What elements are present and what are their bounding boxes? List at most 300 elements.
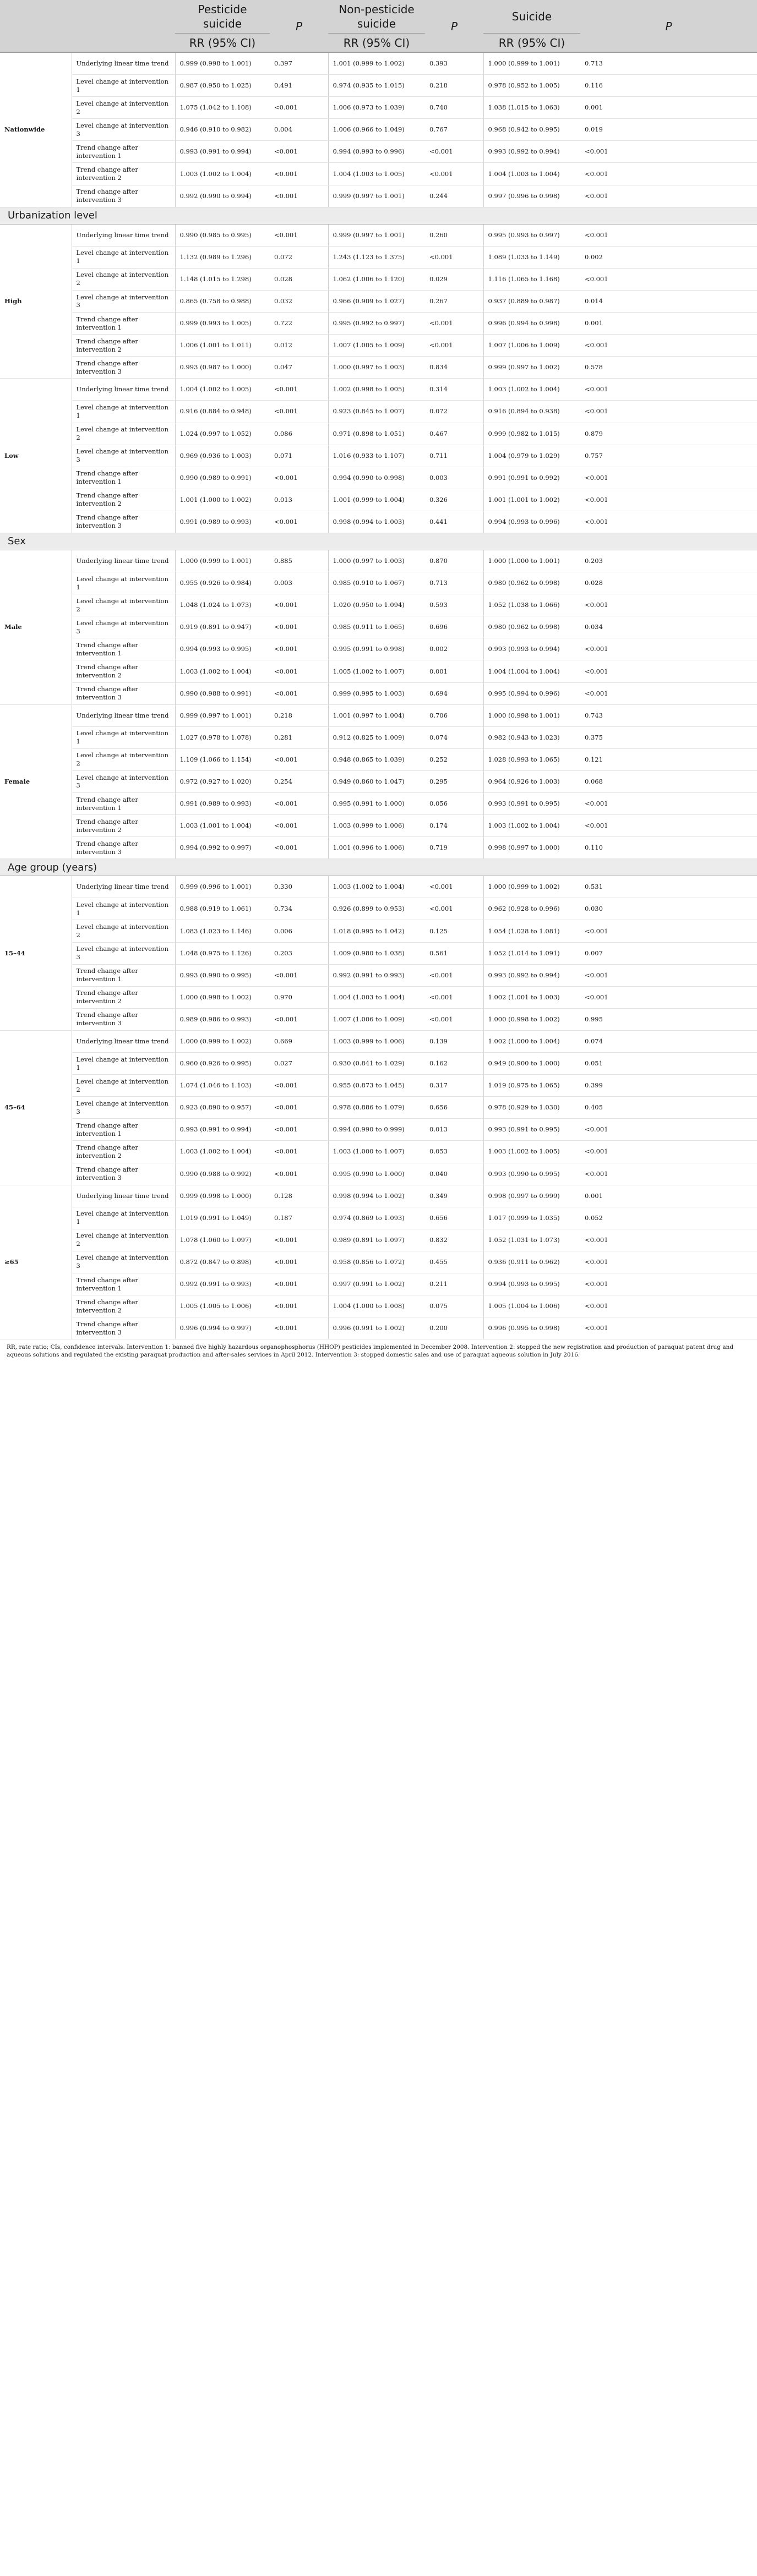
suicide-p-cell: <0.001: [580, 141, 757, 163]
effect-label: Level change at intervention 2: [72, 748, 175, 770]
pesticide-p-cell: <0.001: [270, 815, 328, 837]
suicide-p-cell: <0.001: [580, 163, 757, 185]
nonpesticide-rr-cell: 0.955 (0.873 to 1.045): [328, 1075, 425, 1097]
effect-label: Level change at intervention 2: [72, 268, 175, 290]
section-header-row: [0, 207, 757, 224]
nonpesticide-p-cell: 0.441: [425, 511, 483, 533]
suicide-p-cell: <0.001: [580, 638, 757, 660]
nonpesticide-p-cell: 0.174: [425, 815, 483, 837]
section-header-row: [0, 859, 757, 876]
nonpesticide-rr-cell: 0.999 (0.997 to 1.001): [328, 185, 425, 207]
suicide-p-cell: <0.001: [580, 920, 757, 942]
suicide-p-cell: 0.074: [580, 1030, 757, 1052]
pesticide-p-cell: <0.001: [270, 511, 328, 533]
pesticide-rr-cell: 1.006 (1.001 to 1.011): [175, 335, 270, 357]
effect-label: Underlying linear time trend: [72, 379, 175, 401]
header-pesticide: Pesticide suicide: [175, 0, 270, 34]
effect-label: Trend change after intervention 1: [72, 964, 175, 986]
pesticide-rr-cell: 1.024 (0.997 to 1.052): [175, 423, 270, 445]
pesticide-p-cell: 0.203: [270, 942, 328, 964]
nonpesticide-rr-cell: 1.243 (1.123 to 1.375): [328, 246, 425, 268]
table-row: [0, 445, 757, 467]
nonpesticide-p-cell: 0.834: [425, 357, 483, 379]
section-title: Sex: [0, 533, 757, 550]
suicide-rr-cell: 1.019 (0.975 to 1.065): [483, 1075, 580, 1097]
nonpesticide-rr-cell: 1.004 (1.003 to 1.005): [328, 163, 425, 185]
nonpesticide-rr-cell: 1.001 (0.996 to 1.006): [328, 837, 425, 859]
pesticide-p-cell: 0.330: [270, 876, 328, 898]
pesticide-rr-cell: 1.078 (1.060 to 1.097): [175, 1229, 270, 1251]
suicide-p-cell: 0.203: [580, 550, 757, 572]
pesticide-rr-cell: 1.132 (0.989 to 1.296): [175, 246, 270, 268]
table-row: [0, 423, 757, 445]
table-row: [0, 224, 757, 246]
effect-label: Trend change after intervention 3: [72, 511, 175, 533]
table-row: [0, 594, 757, 616]
table-row: [0, 898, 757, 920]
group-label: Male: [0, 550, 72, 704]
suicide-p-cell: 0.399: [580, 1075, 757, 1097]
nonpesticide-rr-cell: 1.003 (0.999 to 1.006): [328, 815, 425, 837]
group-label: Nationwide: [0, 53, 72, 207]
pesticide-p-cell: 0.885: [270, 550, 328, 572]
pesticide-p-cell: 0.734: [270, 898, 328, 920]
suicide-rr-cell: 0.980 (0.962 to 0.998): [483, 616, 580, 638]
effect-label: Underlying linear time trend: [72, 704, 175, 726]
nonpesticide-p-cell: 0.326: [425, 489, 483, 511]
nonpesticide-p-cell: 0.267: [425, 290, 483, 312]
pesticide-rr-cell: 0.991 (0.989 to 0.993): [175, 511, 270, 533]
nonpesticide-rr-cell: 0.992 (0.991 to 0.993): [328, 964, 425, 986]
suicide-p-cell: 0.014: [580, 290, 757, 312]
pesticide-p-cell: <0.001: [270, 141, 328, 163]
nonpesticide-rr-cell: 0.978 (0.886 to 1.079): [328, 1097, 425, 1119]
nonpesticide-rr-cell: 0.985 (0.911 to 1.065): [328, 616, 425, 638]
pesticide-p-cell: 0.722: [270, 313, 328, 335]
suicide-rr-cell: 0.993 (0.990 to 0.995): [483, 1163, 580, 1185]
effect-label: Level change at intervention 1: [72, 75, 175, 97]
effect-label: Underlying linear time trend: [72, 224, 175, 246]
effect-label: Level change at intervention 1: [72, 401, 175, 423]
pesticide-rr-cell: 1.003 (1.002 to 1.004): [175, 1141, 270, 1163]
nonpesticide-rr-cell: 0.997 (0.991 to 1.002): [328, 1273, 425, 1295]
pesticide-rr-cell: 0.999 (0.993 to 1.005): [175, 313, 270, 335]
pesticide-rr-cell: 1.074 (1.046 to 1.103): [175, 1075, 270, 1097]
suicide-rr-cell: 0.993 (0.991 to 0.995): [483, 1119, 580, 1141]
suicide-p-cell: <0.001: [580, 1317, 757, 1339]
nonpesticide-rr-cell: 0.999 (0.995 to 1.003): [328, 682, 425, 704]
pesticide-p-cell: 0.254: [270, 770, 328, 792]
pesticide-rr-cell: 1.083 (1.023 to 1.146): [175, 920, 270, 942]
pesticide-rr-cell: 1.019 (0.991 to 1.049): [175, 1207, 270, 1229]
table-row: [0, 1075, 757, 1097]
pesticide-p-cell: <0.001: [270, 1295, 328, 1317]
table-row: [0, 1317, 757, 1339]
pesticide-p-cell: <0.001: [270, 616, 328, 638]
suicide-p-cell: <0.001: [580, 815, 757, 837]
pesticide-rr-cell: 1.005 (1.005 to 1.006): [175, 1295, 270, 1317]
suicide-rr-cell: 0.980 (0.962 to 0.998): [483, 572, 580, 594]
pesticide-rr-cell: 0.992 (0.991 to 0.993): [175, 1273, 270, 1295]
table-row: [0, 97, 757, 119]
nonpesticide-p-cell: 0.740: [425, 97, 483, 119]
nonpesticide-rr-cell: 0.989 (0.891 to 1.097): [328, 1229, 425, 1251]
table-row: [0, 1163, 757, 1185]
pesticide-rr-cell: 0.999 (0.996 to 1.001): [175, 876, 270, 898]
table-row: [0, 1053, 757, 1075]
suicide-p-cell: <0.001: [580, 1119, 757, 1141]
pesticide-p-cell: 0.013: [270, 489, 328, 511]
pesticide-rr-cell: 0.990 (0.988 to 0.991): [175, 682, 270, 704]
pesticide-rr-cell: 0.969 (0.936 to 1.003): [175, 445, 270, 467]
suicide-p-cell: <0.001: [580, 986, 757, 1008]
pesticide-rr-cell: 1.003 (1.002 to 1.004): [175, 163, 270, 185]
table-row: [0, 793, 757, 815]
nonpesticide-rr-cell: 1.004 (1.003 to 1.004): [328, 986, 425, 1008]
nonpesticide-rr-cell: 0.994 (0.993 to 0.996): [328, 141, 425, 163]
table-header: [0, 0, 757, 53]
table-row: [0, 1097, 757, 1119]
table-row: [0, 815, 757, 837]
table-row: [0, 616, 757, 638]
suicide-rr-cell: 1.052 (1.031 to 1.073): [483, 1229, 580, 1251]
suicide-p-cell: 0.375: [580, 726, 757, 748]
pesticide-p-cell: 0.187: [270, 1207, 328, 1229]
pesticide-p-cell: 0.128: [270, 1185, 328, 1207]
pesticide-rr-cell: 0.972 (0.927 to 1.020): [175, 770, 270, 792]
suicide-rr-cell: 0.949 (0.900 to 1.000): [483, 1053, 580, 1075]
suicide-rr-cell: 1.005 (1.004 to 1.006): [483, 1295, 580, 1317]
table-row: [0, 75, 757, 97]
nonpesticide-p-cell: 0.053: [425, 1141, 483, 1163]
effect-label: Level change at intervention 2: [72, 594, 175, 616]
suicide-p-cell: <0.001: [580, 1163, 757, 1185]
suicide-rr-cell: 0.991 (0.991 to 0.992): [483, 467, 580, 489]
nonpesticide-p-cell: <0.001: [425, 876, 483, 898]
pesticide-p-cell: 0.669: [270, 1030, 328, 1052]
table-row: [0, 163, 757, 185]
suicide-p-cell: 0.052: [580, 1207, 757, 1229]
nonpesticide-p-cell: 0.252: [425, 748, 483, 770]
effect-label: Trend change after intervention 1: [72, 467, 175, 489]
pesticide-rr-cell: 0.993 (0.987 to 1.000): [175, 357, 270, 379]
pesticide-p-cell: <0.001: [270, 1119, 328, 1141]
nonpesticide-p-cell: 0.832: [425, 1229, 483, 1251]
nonpesticide-p-cell: 0.706: [425, 704, 483, 726]
nonpesticide-rr-cell: 0.996 (0.991 to 1.002): [328, 1317, 425, 1339]
pesticide-p-cell: 0.006: [270, 920, 328, 942]
pesticide-rr-cell: 0.946 (0.910 to 0.982): [175, 119, 270, 141]
nonpesticide-rr-cell: 0.923 (0.845 to 1.007): [328, 401, 425, 423]
effect-label: Trend change after intervention 3: [72, 1317, 175, 1339]
suicide-rr-cell: 0.936 (0.911 to 0.962): [483, 1251, 580, 1273]
pesticide-rr-cell: 0.994 (0.993 to 0.995): [175, 638, 270, 660]
suicide-rr-cell: 0.978 (0.952 to 1.005): [483, 75, 580, 97]
effect-label: Level change at intervention 2: [72, 97, 175, 119]
effect-label: Level change at intervention 2: [72, 423, 175, 445]
pesticide-p-cell: 0.003: [270, 572, 328, 594]
suicide-rr-cell: 0.994 (0.993 to 0.995): [483, 1273, 580, 1295]
nonpesticide-p-cell: 0.244: [425, 185, 483, 207]
header-suicide: Suicide: [483, 0, 580, 34]
pesticide-p-cell: <0.001: [270, 1317, 328, 1339]
table-row: [0, 638, 757, 660]
nonpesticide-rr-cell: 0.994 (0.990 to 0.998): [328, 467, 425, 489]
nonpesticide-rr-cell: 1.006 (0.966 to 1.049): [328, 119, 425, 141]
table-row: [0, 964, 757, 986]
suicide-rr-cell: 0.993 (0.992 to 0.994): [483, 141, 580, 163]
suicide-p-cell: 0.713: [580, 53, 757, 75]
effect-label: Trend change after intervention 1: [72, 1119, 175, 1141]
suicide-rr-cell: 1.004 (1.003 to 1.004): [483, 163, 580, 185]
effect-label: Level change at intervention 2: [72, 920, 175, 942]
effect-label: Trend change after intervention 2: [72, 335, 175, 357]
nonpesticide-rr-cell: 0.930 (0.841 to 1.029): [328, 1053, 425, 1075]
effect-label: Level change at intervention 3: [72, 616, 175, 638]
nonpesticide-rr-cell: 1.018 (0.995 to 1.042): [328, 920, 425, 942]
nonpesticide-rr-cell: 0.998 (0.994 to 1.003): [328, 511, 425, 533]
nonpesticide-p-cell: 0.139: [425, 1030, 483, 1052]
nonpesticide-p-cell: 0.719: [425, 837, 483, 859]
suicide-p-cell: <0.001: [580, 660, 757, 682]
pesticide-rr-cell: 1.109 (1.066 to 1.154): [175, 748, 270, 770]
suicide-rr-cell: 1.038 (1.015 to 1.063): [483, 97, 580, 119]
pesticide-rr-cell: 1.000 (0.998 to 1.002): [175, 986, 270, 1008]
table-body: [0, 53, 757, 1339]
table-row: [0, 770, 757, 792]
suicide-rr-cell: 1.054 (1.028 to 1.081): [483, 920, 580, 942]
pesticide-p-cell: <0.001: [270, 224, 328, 246]
pesticide-p-cell: <0.001: [270, 401, 328, 423]
nonpesticide-rr-cell: 0.971 (0.898 to 1.051): [328, 423, 425, 445]
nonpesticide-p-cell: 0.696: [425, 616, 483, 638]
suicide-p-cell: 0.578: [580, 357, 757, 379]
nonpesticide-rr-cell: 0.926 (0.899 to 0.953): [328, 898, 425, 920]
nonpesticide-rr-cell: 0.998 (0.994 to 1.002): [328, 1185, 425, 1207]
suicide-rr-cell: 1.052 (1.014 to 1.091): [483, 942, 580, 964]
nonpesticide-p-cell: 0.029: [425, 268, 483, 290]
pesticide-rr-cell: 0.919 (0.891 to 0.947): [175, 616, 270, 638]
effect-label: Trend change after intervention 2: [72, 489, 175, 511]
nonpesticide-rr-cell: 1.016 (0.933 to 1.107): [328, 445, 425, 467]
suicide-p-cell: 0.068: [580, 770, 757, 792]
pesticide-rr-cell: 0.999 (0.998 to 1.000): [175, 1185, 270, 1207]
pesticide-p-cell: 0.032: [270, 290, 328, 312]
pesticide-rr-cell: 1.001 (1.000 to 1.002): [175, 489, 270, 511]
nonpesticide-rr-cell: 0.994 (0.990 to 0.999): [328, 1119, 425, 1141]
nonpesticide-rr-cell: 1.004 (1.000 to 1.008): [328, 1295, 425, 1317]
table-footnote: RR, rate ratio; CIs, confidence intervals. Intervention 1: banned five highly hazardous organophosphorus (HHOP) pesticides implemented in December 2008. Intervention 2: stopped the new registration and production of paraquat patent drug and aqueous solutions and regulated the existing paraquat production and after-sales services in April 2012. Intervention 3: stopped domestic sales and use of paraquat aqueous solution in July 2016.: [7, 1344, 734, 1358]
pesticide-p-cell: 0.004: [270, 119, 328, 141]
pesticide-rr-cell: 1.000 (0.999 to 1.001): [175, 550, 270, 572]
nonpesticide-p-cell: <0.001: [425, 986, 483, 1008]
suicide-rr-cell: 0.937 (0.889 to 0.987): [483, 290, 580, 312]
suicide-p-cell: <0.001: [580, 379, 757, 401]
nonpesticide-rr-cell: 0.974 (0.935 to 1.015): [328, 75, 425, 97]
pesticide-rr-cell: 1.004 (1.002 to 1.005): [175, 379, 270, 401]
pesticide-p-cell: <0.001: [270, 1251, 328, 1273]
effect-label: Level change at intervention 1: [72, 246, 175, 268]
pesticide-p-cell: <0.001: [270, 682, 328, 704]
nonpesticide-rr-cell: 0.974 (0.869 to 1.093): [328, 1207, 425, 1229]
nonpesticide-rr-cell: 0.995 (0.990 to 1.000): [328, 1163, 425, 1185]
pesticide-rr-cell: 0.989 (0.986 to 0.993): [175, 1008, 270, 1030]
nonpesticide-p-cell: 0.656: [425, 1207, 483, 1229]
pesticide-p-cell: <0.001: [270, 964, 328, 986]
suicide-p-cell: 0.757: [580, 445, 757, 467]
suicide-p-cell: 0.002: [580, 246, 757, 268]
suicide-rr-cell: 1.003 (1.002 to 1.005): [483, 1141, 580, 1163]
pesticide-rr-cell: 0.990 (0.989 to 0.991): [175, 467, 270, 489]
suicide-p-cell: 0.405: [580, 1097, 757, 1119]
table-row: [0, 357, 757, 379]
effect-label: Level change at intervention 3: [72, 445, 175, 467]
suicide-rr-cell: 0.995 (0.993 to 0.997): [483, 224, 580, 246]
table-row: [0, 246, 757, 268]
nonpesticide-p-cell: 0.002: [425, 638, 483, 660]
effect-label: Trend change after intervention 1: [72, 1273, 175, 1295]
nonpesticide-rr-cell: 1.005 (1.002 to 1.007): [328, 660, 425, 682]
table-row: [0, 401, 757, 423]
nonpesticide-p-cell: 0.393: [425, 53, 483, 75]
suicide-rr-cell: 1.000 (0.998 to 1.001): [483, 704, 580, 726]
effect-label: Underlying linear time trend: [72, 550, 175, 572]
suicide-p-cell: <0.001: [580, 682, 757, 704]
suicide-rr-cell: 1.002 (1.001 to 1.003): [483, 986, 580, 1008]
pesticide-rr-cell: 0.999 (0.997 to 1.001): [175, 704, 270, 726]
effect-label: Trend change after intervention 1: [72, 793, 175, 815]
suicide-rr-cell: 0.993 (0.993 to 0.994): [483, 638, 580, 660]
suicide-rr-cell: 1.004 (1.004 to 1.004): [483, 660, 580, 682]
suicide-rr-cell: 0.998 (0.997 to 1.000): [483, 837, 580, 859]
effect-label: Trend change after intervention 2: [72, 815, 175, 837]
table-row: [0, 1141, 757, 1163]
suicide-rr-cell: 0.978 (0.929 to 1.030): [483, 1097, 580, 1119]
suicide-rr-cell: 0.968 (0.942 to 0.995): [483, 119, 580, 141]
effect-label: Underlying linear time trend: [72, 53, 175, 75]
table-row: [0, 1273, 757, 1295]
table-row: [0, 660, 757, 682]
nonpesticide-p-cell: 0.870: [425, 550, 483, 572]
suicide-p-cell: 0.007: [580, 942, 757, 964]
group-label: 15–44: [0, 876, 72, 1031]
table-row: [0, 119, 757, 141]
pesticide-p-cell: 0.028: [270, 268, 328, 290]
table-row: [0, 550, 757, 572]
effect-label: Level change at intervention 3: [72, 119, 175, 141]
pesticide-rr-cell: 0.865 (0.758 to 0.988): [175, 290, 270, 312]
nonpesticide-rr-cell: 0.966 (0.909 to 1.027): [328, 290, 425, 312]
nonpesticide-rr-cell: 1.007 (1.005 to 1.009): [328, 335, 425, 357]
nonpesticide-p-cell: 0.162: [425, 1053, 483, 1075]
pesticide-p-cell: <0.001: [270, 163, 328, 185]
pesticide-p-cell: <0.001: [270, 660, 328, 682]
suicide-p-cell: 0.001: [580, 313, 757, 335]
pesticide-rr-cell: 1.148 (1.015 to 1.298): [175, 268, 270, 290]
effect-label: Level change at intervention 3: [72, 770, 175, 792]
suicide-p-cell: <0.001: [580, 1251, 757, 1273]
effect-label: Trend change after intervention 3: [72, 1008, 175, 1030]
nonpesticide-p-cell: 0.295: [425, 770, 483, 792]
nonpesticide-p-cell: 0.694: [425, 682, 483, 704]
suicide-rr-cell: 1.004 (0.979 to 1.029): [483, 445, 580, 467]
header-blank-effect: [72, 0, 175, 53]
suicide-p-cell: 0.531: [580, 876, 757, 898]
nonpesticide-p-cell: <0.001: [425, 163, 483, 185]
suicide-p-cell: <0.001: [580, 401, 757, 423]
pesticide-p-cell: <0.001: [270, 97, 328, 119]
table-row: [0, 53, 757, 75]
table-row: [0, 837, 757, 859]
nonpesticide-rr-cell: 1.001 (0.997 to 1.004): [328, 704, 425, 726]
header-rr-suicide: RR (95% CI): [483, 34, 580, 53]
nonpesticide-rr-cell: 0.995 (0.991 to 0.998): [328, 638, 425, 660]
nonpesticide-p-cell: 0.211: [425, 1273, 483, 1295]
effect-label: Level change at intervention 1: [72, 1053, 175, 1075]
pesticide-p-cell: <0.001: [270, 1075, 328, 1097]
suicide-rr-cell: 0.997 (0.996 to 0.998): [483, 185, 580, 207]
pesticide-p-cell: 0.281: [270, 726, 328, 748]
effect-label: Level change at intervention 3: [72, 290, 175, 312]
suicide-p-cell: <0.001: [580, 268, 757, 290]
effect-label: Trend change after intervention 2: [72, 163, 175, 185]
pesticide-rr-cell: 0.992 (0.990 to 0.994): [175, 185, 270, 207]
pesticide-p-cell: <0.001: [270, 185, 328, 207]
group-label: Female: [0, 704, 72, 859]
pesticide-p-cell: <0.001: [270, 1141, 328, 1163]
pesticide-rr-cell: 0.988 (0.919 to 1.061): [175, 898, 270, 920]
pesticide-p-cell: <0.001: [270, 1163, 328, 1185]
table-row: [0, 572, 757, 594]
pesticide-p-cell: 0.491: [270, 75, 328, 97]
effect-label: Level change at intervention 3: [72, 1097, 175, 1119]
effect-label: Trend change after intervention 3: [72, 837, 175, 859]
table-row: [0, 1030, 757, 1052]
suicide-rr-cell: 1.002 (1.000 to 1.004): [483, 1030, 580, 1052]
group-label: 45–64: [0, 1030, 72, 1185]
pesticide-p-cell: 0.970: [270, 986, 328, 1008]
nonpesticide-p-cell: 0.056: [425, 793, 483, 815]
nonpesticide-p-cell: 0.713: [425, 572, 483, 594]
table-row: [0, 1229, 757, 1251]
table-row: [0, 986, 757, 1008]
pesticide-rr-cell: 0.991 (0.989 to 0.993): [175, 793, 270, 815]
suicide-p-cell: 0.110: [580, 837, 757, 859]
effect-label: Underlying linear time trend: [72, 876, 175, 898]
table-row: [0, 268, 757, 290]
nonpesticide-p-cell: 0.260: [425, 224, 483, 246]
pesticide-p-cell: <0.001: [270, 837, 328, 859]
effect-label: Trend change after intervention 3: [72, 682, 175, 704]
nonpesticide-rr-cell: 1.007 (1.006 to 1.009): [328, 1008, 425, 1030]
pesticide-p-cell: <0.001: [270, 594, 328, 616]
pesticide-p-cell: <0.001: [270, 1008, 328, 1030]
nonpesticide-rr-cell: 1.000 (0.997 to 1.003): [328, 550, 425, 572]
suicide-rr-cell: 0.996 (0.994 to 0.998): [483, 313, 580, 335]
suicide-rr-cell: 0.993 (0.992 to 0.994): [483, 964, 580, 986]
suicide-p-cell: 0.028: [580, 572, 757, 594]
pesticide-rr-cell: 1.048 (1.024 to 1.073): [175, 594, 270, 616]
nonpesticide-p-cell: 0.455: [425, 1251, 483, 1273]
pesticide-p-cell: 0.071: [270, 445, 328, 467]
pesticide-p-cell: 0.027: [270, 1053, 328, 1075]
nonpesticide-p-cell: 0.349: [425, 1185, 483, 1207]
nonpesticide-p-cell: <0.001: [425, 1008, 483, 1030]
nonpesticide-p-cell: 0.040: [425, 1163, 483, 1185]
pesticide-rr-cell: 1.000 (0.999 to 1.002): [175, 1030, 270, 1052]
nonpesticide-rr-cell: 1.062 (1.006 to 1.120): [328, 268, 425, 290]
nonpesticide-p-cell: <0.001: [425, 141, 483, 163]
